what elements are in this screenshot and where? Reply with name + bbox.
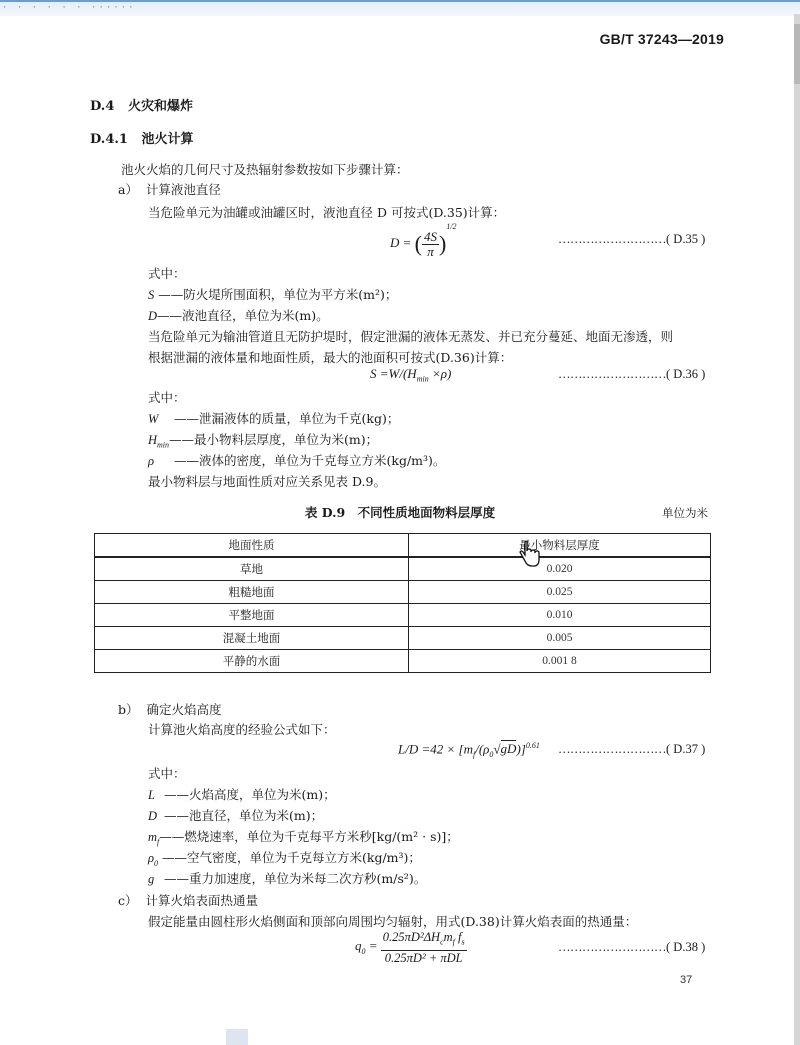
standard-code: GB/T 37243—2019 <box>599 31 724 47</box>
sqrt-arg: gD <box>500 741 517 757</box>
equation-d38 <box>355 930 467 965</box>
exponent: 0.61 <box>525 741 540 750</box>
subscript: s <box>461 937 465 947</box>
subscript: 0 <box>489 749 494 759</box>
eq-expr: S =W/(H <box>370 366 417 381</box>
eq-ref: ( D.37 ) <box>666 742 706 756</box>
equation-d37 <box>398 741 540 759</box>
definition-text: ——防火堤所围面积，单位为平方米(m²)； <box>158 287 398 302</box>
definition-S <box>148 285 397 303</box>
step-a <box>118 180 221 198</box>
taskbar-thumbnail[interactable] <box>226 1029 248 1045</box>
definition-Hmin <box>148 430 378 450</box>
definition-text: ——最小物料层厚度，单位为米(m)； <box>169 432 379 447</box>
column-header: 地面性质 <box>95 534 409 558</box>
equation-d36 <box>370 366 451 384</box>
definition-D <box>148 306 329 324</box>
fraction <box>422 230 439 259</box>
thickness-cell: 0.001 8 <box>409 650 711 673</box>
definition-L <box>148 785 336 803</box>
column-header: 最小物料层厚度 <box>409 534 711 558</box>
scrollbar-thumb[interactable] <box>794 24 800 84</box>
thickness-cell: 0.005 <box>409 627 711 650</box>
dot-leader: ……………………… <box>558 232 666 246</box>
symbol: L <box>148 788 155 802</box>
symbol: ρ <box>148 454 154 468</box>
definition-text: ——池直径，单位为米(m)； <box>164 808 324 823</box>
section-number: D.4.1 <box>90 132 128 147</box>
definition-D2 <box>148 806 323 824</box>
equation-number-d37 <box>558 742 705 757</box>
symbol: g <box>148 872 155 886</box>
subscript: min <box>157 440 170 450</box>
surface-cell: 平整地面 <box>95 604 409 627</box>
table-row <box>95 650 711 673</box>
thickness-cell: 0.025 <box>409 581 711 604</box>
section-heading-d41 <box>90 128 194 147</box>
denominator: 0.25πD² + πDL <box>384 950 463 965</box>
step-label: a） <box>118 182 138 197</box>
definition-mf <box>148 827 459 847</box>
viewer-toolbar <box>0 0 800 16</box>
subscript: f <box>452 937 455 947</box>
symbol: ρ <box>148 851 154 865</box>
equation-number-d36 <box>558 367 705 382</box>
subscript: 0 <box>361 946 366 956</box>
definition-text: ——液体的密度，单位为千克每立方米(kg/m³)。 <box>174 453 446 468</box>
step-b <box>118 700 221 718</box>
eq-ref: ( D.38 ) <box>666 940 706 954</box>
sqrt-symbol: √ <box>493 741 501 757</box>
symbol: W <box>148 412 159 426</box>
paren: ( <box>414 231 422 257</box>
table-row <box>95 557 711 581</box>
num-part: 0.25πD²ΔH <box>382 930 441 944</box>
definition-text: ——泄漏液体的质量，单位为千克(kg)； <box>174 411 400 426</box>
step-c <box>118 891 258 909</box>
step-title: 计算火焰表面热通量 <box>145 893 258 908</box>
subscript: f <box>157 837 160 847</box>
where-label: 式中： <box>148 390 186 405</box>
eq-lhs: D = <box>390 235 412 250</box>
step-title: 计算液池直径 <box>145 182 221 197</box>
definition-g <box>148 869 426 887</box>
table-header-row <box>95 534 711 558</box>
definition-W <box>148 409 399 427</box>
table-row <box>95 581 711 604</box>
definition-text: ——火焰高度，单位为米(m)； <box>164 787 336 802</box>
surface-cell: 草地 <box>95 557 409 581</box>
subscript: min <box>416 374 429 384</box>
equation-number-d38 <box>558 940 705 955</box>
vertical-scrollbar[interactable] <box>794 14 800 1045</box>
step-label: c） <box>118 893 138 908</box>
section-title: 池火计算 <box>141 132 194 147</box>
step-a-text: 当危险单元为油罐或油罐区时，液池直径 D 可按式(D.35)计算： <box>148 205 506 220</box>
eq-lhs: q <box>355 938 362 954</box>
symbol: m <box>148 830 158 844</box>
subscript: f <box>472 749 476 759</box>
num-part: f <box>454 930 462 944</box>
toolbar-dots: · · · · · · ······ <box>2 3 136 13</box>
definition-text: ——燃烧速率，单位为千克每平方米秒[kg/(m² · s)]； <box>159 829 459 844</box>
paren: ) <box>439 231 447 257</box>
symbol: S <box>148 288 155 302</box>
eq-expr: L/D =42 × [m <box>398 741 473 757</box>
paragraph-line: 当危险单元为输油管道且无防护堤时，假定泄漏的液体无蒸发、并已充分蔓延、地面无渗透，则 <box>148 329 674 344</box>
section-title: 火灾和爆炸 <box>127 99 193 114</box>
table-row <box>95 604 711 627</box>
eq-ref: ( D.36 ) <box>666 367 706 381</box>
eq-close: )] <box>516 741 526 757</box>
denominator: π <box>427 243 434 259</box>
table-reference-text: 最小物料层与地面性质对应关系见表 D.9。 <box>148 474 386 489</box>
eq-ref: ( D.35 ) <box>666 232 706 246</box>
section-number: D.4 <box>90 99 115 114</box>
dot-leader: ……………………… <box>558 742 666 756</box>
equation-d35 <box>390 222 457 259</box>
step-b-text: 计算池火焰高度的经验公式如下： <box>148 722 336 737</box>
where-label: 式中： <box>148 266 186 281</box>
eq-sign: = <box>365 938 378 954</box>
subscript: 0 <box>154 858 158 868</box>
definition-text: ——液池直径，单位为米(m)。 <box>157 308 329 323</box>
equation-number-d35 <box>558 232 705 247</box>
surface-cell: 粗糙地面 <box>95 581 409 604</box>
exponent: 1/2 <box>446 222 457 231</box>
table-title: 表 D.9 不同性质地面物料层厚度 <box>304 505 496 520</box>
intro-text: 池火火焰的几何尺寸及热辐射参数按如下步骤计算： <box>121 162 409 177</box>
step-label: b） <box>118 702 139 717</box>
subscript: c <box>440 937 444 947</box>
thickness-cell: 0.020 <box>409 557 711 581</box>
dot-leader: ……………………… <box>558 367 666 381</box>
where-label: 式中： <box>148 766 186 781</box>
fraction <box>381 930 467 965</box>
symbol: H <box>148 433 158 447</box>
surface-cell: 平静的水面 <box>95 650 409 673</box>
symbol: D <box>148 809 158 823</box>
eq-tail: ×ρ) <box>428 366 452 381</box>
definition-text: ——空气密度，单位为千克每立方米(kg/m³)； <box>162 850 421 865</box>
page-number: 37 <box>680 974 693 986</box>
step-title: 确定火焰高度 <box>146 702 222 717</box>
definition-rho0 <box>148 848 421 868</box>
symbol: D <box>148 309 158 323</box>
eq-mid: /(ρ <box>475 741 490 757</box>
surface-cell: 混凝土地面 <box>95 627 409 650</box>
step-c-text: 假定能量由圆柱形火焰侧面和顶部向周围均匀辐射，用式(D.38)计算火焰表面的热通量： <box>148 914 638 929</box>
numerator: 4S <box>424 228 437 244</box>
num-part: m <box>443 930 453 944</box>
paragraph-line: 根据泄漏的液体量和地面性质，最大的池面积可按式(D.36)计算： <box>148 350 513 365</box>
definition-text: ——重力加速度，单位为米每二次方秒(m/s²)。 <box>164 871 427 886</box>
thickness-table <box>94 533 711 673</box>
dot-leader: ……………………… <box>558 940 666 954</box>
table-unit: 单位为米 <box>662 506 708 520</box>
table-row <box>95 627 711 650</box>
numerator <box>381 930 467 951</box>
definition-rho <box>148 451 445 469</box>
thickness-cell: 0.010 <box>409 604 711 627</box>
hand-cursor-icon <box>517 541 541 569</box>
section-heading-d4 <box>90 95 193 114</box>
